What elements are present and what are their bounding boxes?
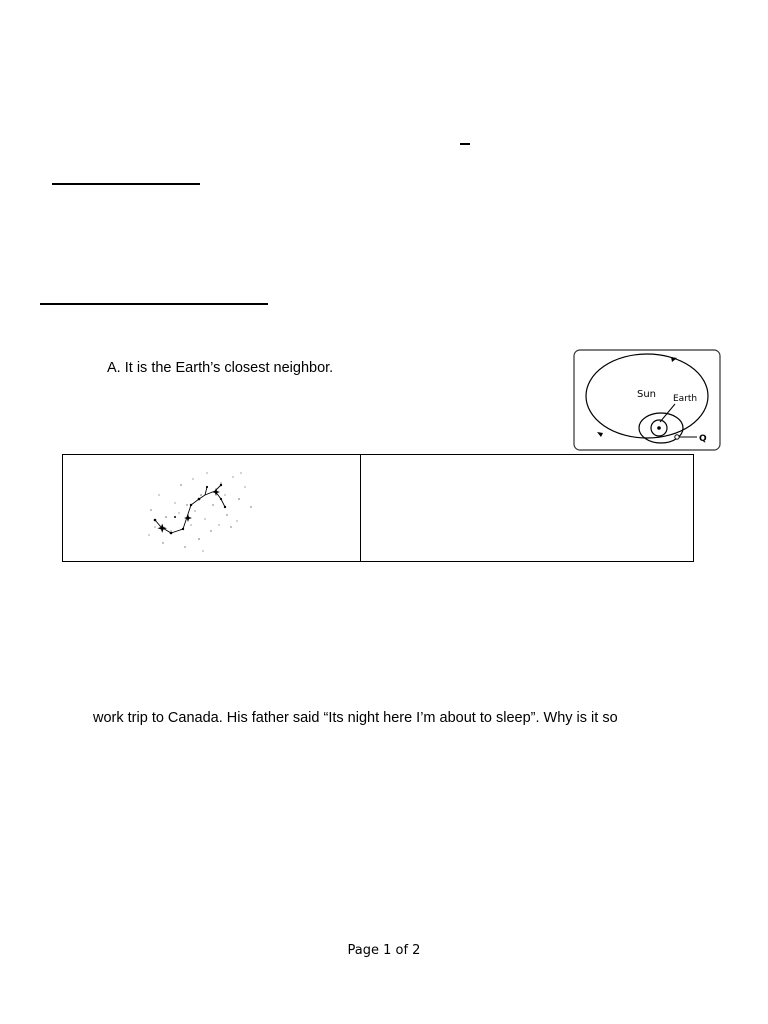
answer-line [52, 183, 200, 185]
dash-mark [460, 143, 470, 145]
point-q-label: Q [699, 434, 707, 444]
question-trip-text: work trip to Canada. His father said “Its night here I’m about to sleep”. Why is it so [93, 710, 618, 726]
page-number: Page 1 of 2 [347, 943, 421, 958]
orbit-diagram [573, 349, 721, 451]
constellation-image [141, 465, 261, 557]
question-a-text: A. It is the Earth’s closest neighbor. [107, 360, 334, 376]
sun-label: Sun [637, 389, 657, 400]
table-cell-image [63, 455, 361, 561]
constellation-table [62, 454, 694, 562]
answer-line [40, 303, 268, 305]
table-cell-answer [361, 455, 693, 561]
earth-label: Earth [673, 394, 698, 404]
